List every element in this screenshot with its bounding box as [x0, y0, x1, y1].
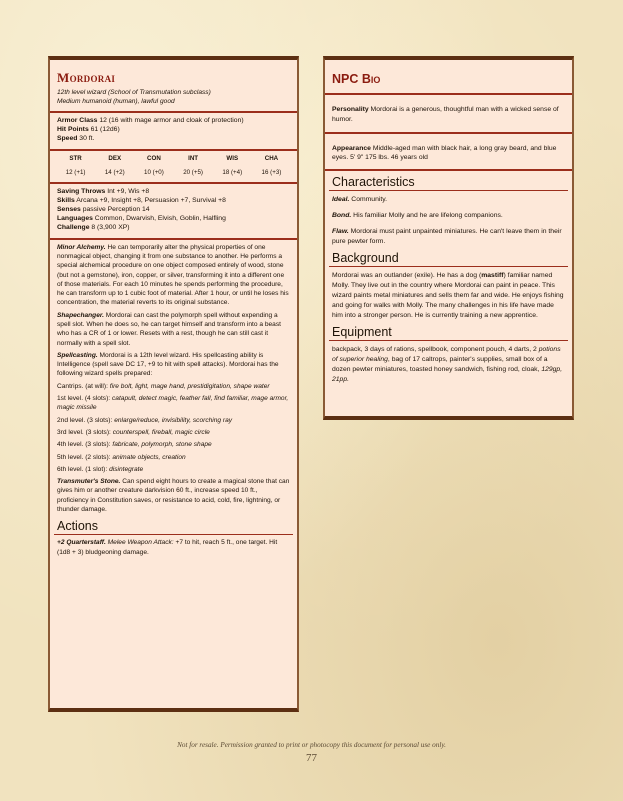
- ability-wis: WIS 18 (+4): [222, 154, 243, 176]
- ability-con: CON 10 (+0): [144, 154, 164, 176]
- ability-str: STR 12 (+1): [65, 154, 86, 176]
- senses: Senses passive Perception 14: [57, 206, 150, 214]
- divider: [50, 149, 297, 151]
- characteristics-heading: Characteristics: [329, 175, 568, 191]
- equipment-text: backpack, 3 days of rations, spellbook, component pouch, 4 darts, 2 potions of superior healing, bag of 17 caltrops, painter's supplies, small box of a dozen pewter miniatures, toasted honey sandwich, fishing rod, cloak, 129gp, 21pp.: [332, 346, 563, 383]
- languages: Languages Common, Dwarvish, Elvish, Goblin, Halfling: [57, 215, 226, 223]
- skills: Skills Arcana +9, Insight +8, Persuasion +7, Survival +8: [57, 196, 226, 204]
- spell-line-6th: 6th level. (1 slot): disintegrate: [57, 465, 144, 473]
- divider: [325, 93, 572, 95]
- spell-line-3rd: 3rd level. (3 slots): counterspell, fireball, magic circle: [57, 428, 210, 436]
- saving-throws: Saving Throws Int +9, Wis +8: [57, 187, 150, 195]
- divider: [325, 169, 572, 171]
- page-number: 77: [306, 752, 317, 764]
- npc-statblock: [48, 56, 299, 712]
- challenge: Challenge 8 (3,900 XP): [57, 224, 130, 232]
- trait-spellcasting: Spellcasting. Mordorai is a 12th level wizard. His spellcasting ability is Intelligence (spell save DC 17, +9 to hit with spell attacks). Mordorai has the following wizard spells prepared:: [57, 351, 279, 378]
- action-quarterstaff: +2 Quarterstaff. Melee Weapon Attack: +7 to hit, reach 5 ft., one target. Hit (1d8 + 3) bludgeoning damage.: [57, 539, 278, 556]
- spell-line-cantrips: Cantrips. (at will): fire bolt, light, mage hand, prestidigitation, shape water: [57, 382, 270, 390]
- background-text: Mordorai was an outlander (exile). He has a dog (mastiff) familiar named Molly. They live out in the country where Mordorai can paint in peace. This wizard paints metal miniatures and sells them far and wide. He enjoys fishing and going for walks with Molly. The many challenges in his life have made him into a stronger person. He is currently training a new apprentice.: [332, 272, 564, 319]
- statblock-name: Mordorai: [57, 70, 116, 85]
- ability-int: INT 20 (+5): [183, 154, 203, 176]
- trait-shapechanger: Shapechanger. Mordorai can cast the polymorph spell without expending a spell slot. When he does so, he can target himself and transform into a beast who has a CR of 1 or lower. Resets with a rest, though he can still cast it normally with a spell slot.: [57, 311, 281, 347]
- divider: [50, 238, 297, 240]
- spell-line-2nd: 2nd level. (3 slots): enlarge/reduce, invisibility, scorching ray: [57, 416, 233, 424]
- equipment-heading: Equipment: [329, 325, 568, 341]
- flaw: Flaw. Mordorai must paint unpainted miniatures. He can't leave them in their pure pewter form.: [332, 227, 562, 245]
- divider: [50, 182, 297, 184]
- personality: Personality Mordorai is a generous, thoughtful man with a wicked sense of humor.: [332, 106, 559, 123]
- ability-cha: CHA 16 (+3): [261, 154, 282, 176]
- ability-scores: [56, 155, 291, 177]
- npc-bio-panel: [323, 56, 574, 420]
- background-heading: Background: [329, 251, 568, 267]
- trait-minor-alchemy: Minor Alchemy. He can temporarily alter the physical properties of one nonmagical object, changing it from one substance to another. He performs a special alchemical procedure on one object composed entirely of wood, stone (but not a gemstone), iron, copper, or silver, transforming it into a different one of those materials. For each 10 minutes he spends performing the procedure, he can transform up to 1 cubic foot of material. After 1 hour, or until he loses his concentration, the material reverts to its original substance.: [57, 243, 289, 307]
- actions-heading: Actions: [54, 519, 293, 535]
- spell-line-4th: 4th level. (3 slots): fabricate, polymorph, stone shape: [57, 441, 212, 449]
- footer-note: Not for resale. Permission granted to print or photocopy this document for personal use only.: [177, 741, 446, 749]
- divider: [50, 111, 297, 113]
- trait-transmuters-stone: Transmuter's Stone. Can spend eight hours to create a magical stone that can gives him or another creature darkvision 60 ft., increase speed 10 ft., proficiency in Constitution saves, or resistance to acid, cold, fire, lightning, or thunder damage.: [57, 478, 290, 514]
- speed: Speed 30 ft.: [57, 135, 95, 143]
- bond: Bond. His familiar Molly and he are lifelong companions.: [332, 211, 503, 219]
- hit-points: Hit Points 61 (12d6): [57, 126, 120, 134]
- bio-title: NPC Bio: [332, 72, 381, 86]
- appearance: Appearance Middle-aged man with black hair, a long gray beard, and blue eyes. 5' 9" 175 lbs. 46 years old: [332, 144, 557, 162]
- armor-class: Armor Class 12 (16 with mage armor and cloak of protection): [57, 117, 244, 124]
- divider: [325, 132, 572, 134]
- ideal: Ideal. Community.: [332, 196, 388, 204]
- statblock-type-line: Medium humanoid (human), lawful good: [57, 98, 175, 105]
- statblock-subtitle: [57, 88, 290, 106]
- spell-line-5th: 5th level. (2 slots): animate objects, creation: [57, 453, 186, 461]
- ability-dex: DEX 14 (+2): [104, 154, 125, 176]
- statblock-class-line: 12th level wizard (School of Transmutation subclass): [57, 89, 211, 96]
- spell-line-1st: 1st level. (4 slots): catapult, detect magic, feather fall, find familiar, mage armor, magic missile: [57, 395, 289, 412]
